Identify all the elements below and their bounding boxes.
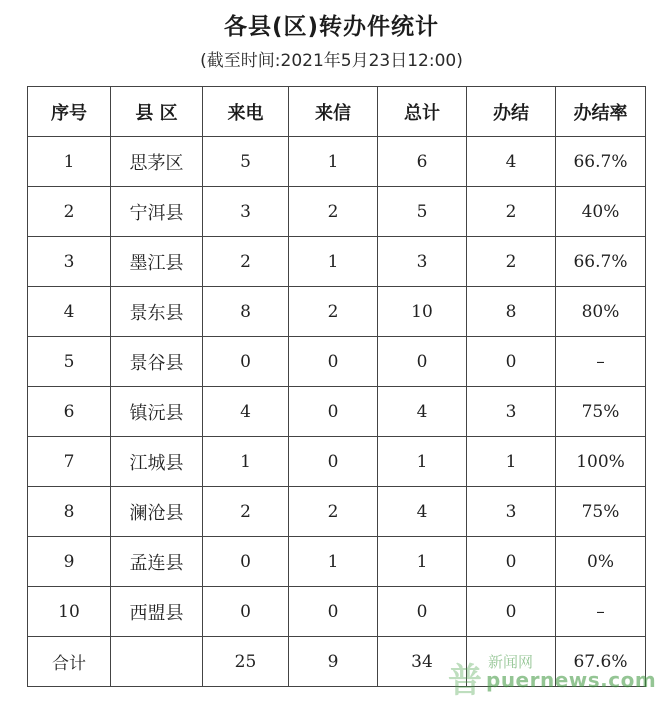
watermark-glyph: 普 (448, 661, 482, 701)
cell-completed: 2 (467, 187, 556, 237)
cell-completion-rate: 66.7% (556, 237, 646, 287)
cell-completed: 1 (467, 437, 556, 487)
total-county (111, 637, 203, 687)
cell-index: 5 (28, 337, 111, 387)
cell-calls: 0 (203, 537, 289, 587)
header-completed: 办结 (467, 87, 556, 137)
cell-calls: 5 (203, 137, 289, 187)
cell-county: 墨江县 (111, 237, 203, 287)
cell-letters: 1 (289, 237, 378, 287)
header-calls: 来电 (203, 87, 289, 137)
cell-letters: 2 (289, 287, 378, 337)
cell-completion-rate: 75% (556, 387, 646, 437)
statistics-table (27, 86, 646, 687)
cell-letters: 0 (289, 437, 378, 487)
cell-calls: 2 (203, 487, 289, 537)
header-completion-rate: 办结率 (556, 87, 646, 137)
table-row (28, 237, 646, 287)
cell-county: 镇沅县 (111, 387, 203, 437)
cell-total: 5 (378, 187, 467, 237)
cell-completed: 2 (467, 237, 556, 287)
table-row (28, 487, 646, 537)
cell-completion-rate: 75% (556, 487, 646, 537)
header-row (28, 87, 646, 137)
watermark-line1: 新闻网 (488, 653, 534, 671)
total-letters: 9 (289, 637, 378, 687)
cell-letters: 2 (289, 187, 378, 237)
total-row (28, 637, 646, 687)
cell-total: 0 (378, 587, 467, 637)
header-index: 序号 (28, 87, 111, 137)
cell-index: 2 (28, 187, 111, 237)
cell-total: 6 (378, 137, 467, 187)
cell-completed: 0 (467, 337, 556, 387)
cell-county: 澜沧县 (111, 487, 203, 537)
cell-completed: 3 (467, 487, 556, 537)
cell-calls: 0 (203, 337, 289, 387)
cell-letters: 0 (289, 387, 378, 437)
cell-total: 1 (378, 437, 467, 487)
cell-total: 0 (378, 337, 467, 387)
cell-total: 1 (378, 537, 467, 587)
cell-calls: 0 (203, 587, 289, 637)
cell-letters: 0 (289, 337, 378, 387)
table-row (28, 587, 646, 637)
cell-index: 1 (28, 137, 111, 187)
cell-total: 4 (378, 487, 467, 537)
header-total: 总计 (378, 87, 467, 137)
total-total: 34 (378, 637, 467, 687)
page-title: 各县(区)转办件统计 (223, 14, 440, 40)
cell-total: 4 (378, 387, 467, 437)
cell-total: 3 (378, 237, 467, 287)
watermark-line2: puernews.com (486, 668, 657, 692)
cell-county: 景谷县 (111, 337, 203, 387)
cell-completion-rate: 100% (556, 437, 646, 487)
table-row (28, 187, 646, 237)
cell-letters: 1 (289, 137, 378, 187)
cell-letters: 0 (289, 587, 378, 637)
cell-county: 孟连县 (111, 537, 203, 587)
cell-completed: 4 (467, 137, 556, 187)
table-row (28, 387, 646, 437)
cell-calls: 1 (203, 437, 289, 487)
cell-index: 9 (28, 537, 111, 587)
cell-county: 西盟县 (111, 587, 203, 637)
table-row (28, 287, 646, 337)
cell-completion-rate: – (556, 337, 646, 387)
cell-completion-rate: 40% (556, 187, 646, 237)
cell-calls: 2 (203, 237, 289, 287)
cell-completed: 0 (467, 587, 556, 637)
total-label: 合计 (28, 637, 111, 687)
cell-county: 景东县 (111, 287, 203, 337)
cell-letters: 2 (289, 487, 378, 537)
cell-county: 江城县 (111, 437, 203, 487)
header-county: 县 区 (111, 87, 203, 137)
cell-index: 7 (28, 437, 111, 487)
cell-letters: 1 (289, 537, 378, 587)
cell-index: 3 (28, 237, 111, 287)
cell-county: 思茅区 (111, 137, 203, 187)
total-completion-rate: 67.6% (556, 637, 646, 687)
table-row (28, 537, 646, 587)
cell-index: 8 (28, 487, 111, 537)
cell-completed: 3 (467, 387, 556, 437)
table-row (28, 137, 646, 187)
cell-total: 10 (378, 287, 467, 337)
cell-index: 4 (28, 287, 111, 337)
cell-completion-rate: – (556, 587, 646, 637)
cell-completed: 0 (467, 537, 556, 587)
header-letters: 来信 (289, 87, 378, 137)
cell-completed: 8 (467, 287, 556, 337)
total-calls: 25 (203, 637, 289, 687)
cell-calls: 4 (203, 387, 289, 437)
cell-completion-rate: 0% (556, 537, 646, 587)
table-row (28, 337, 646, 387)
cell-index: 10 (28, 587, 111, 637)
cell-calls: 3 (203, 187, 289, 237)
table-row (28, 437, 646, 487)
cell-completion-rate: 80% (556, 287, 646, 337)
cell-index: 6 (28, 387, 111, 437)
total-completed (467, 637, 556, 687)
cell-completion-rate: 66.7% (556, 137, 646, 187)
cell-county: 宁洱县 (111, 187, 203, 237)
page-subtitle: (截至时间:2021年5月23日12:00) (200, 51, 463, 71)
cell-calls: 8 (203, 287, 289, 337)
